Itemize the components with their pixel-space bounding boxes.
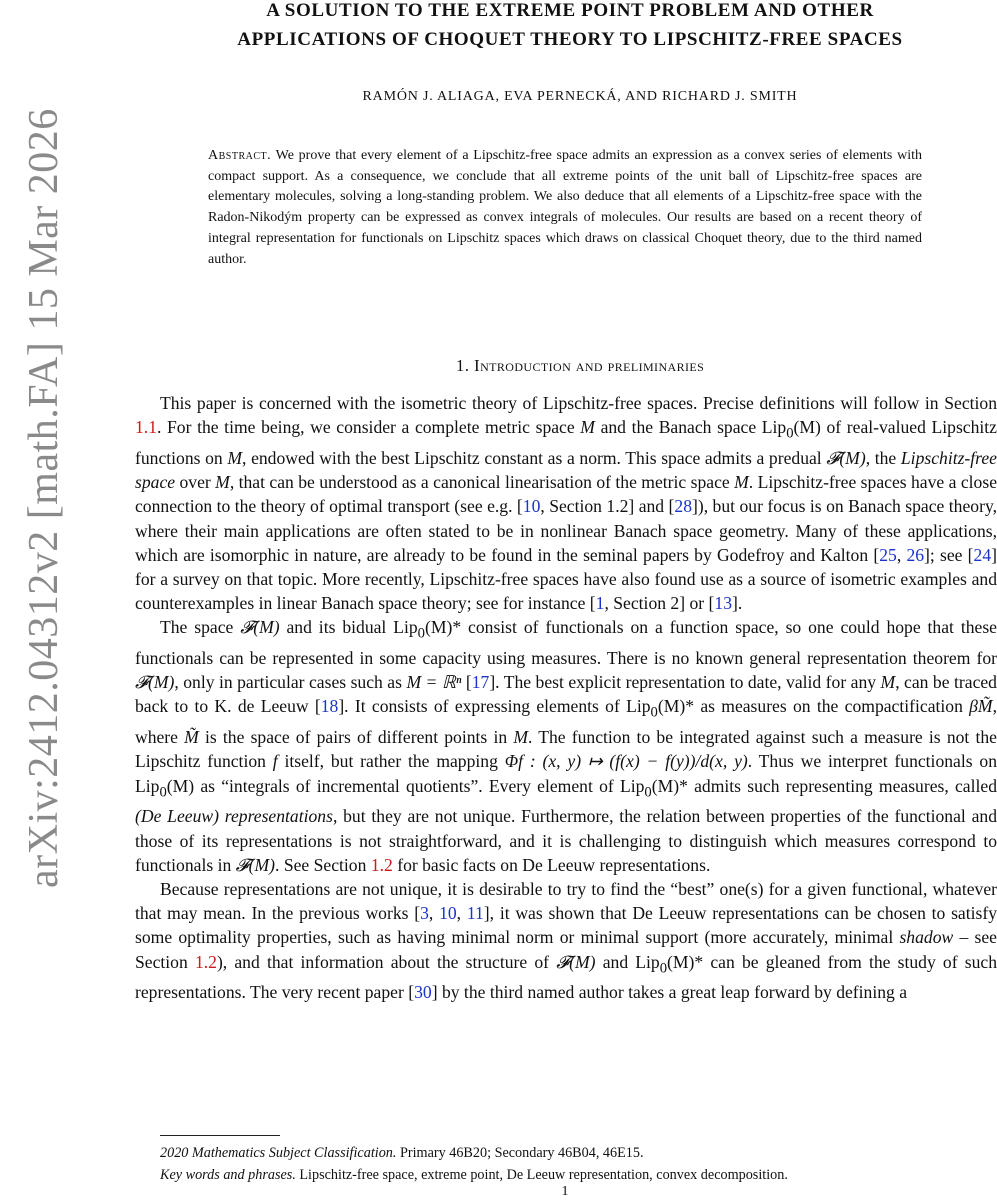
citation-link[interactable]: 24 (973, 544, 992, 565)
title-line-2: APPLICATIONS OF CHOQUET THEORY TO LIPSCHITZ-FREE SPACES (237, 29, 903, 50)
citation-link[interactable]: 18 (320, 696, 339, 717)
keywords-footnote: Key words and phrases. Lipschitz-free space, extreme point, De Leeuw representation, convex decomposition. (160, 1167, 788, 1183)
msc-footnote: 2020 Mathematics Subject Classification. Primary 46B20; Secondary 46B04, 46E15. (160, 1145, 644, 1161)
citation-link[interactable]: 25 (879, 544, 897, 565)
paragraph-1: This paper is concerned with the isometric theory of Lipschitz-free spaces. Precise definitions will follow in Section 1.1. For the time being, we consider a complete metric space M and the Banach space Lip$_0$(M) of real-valued Lipschitz functions on M, endowed with the best Lipschitz constant as a norm. This space admits a predual 𝓕(M), the Lipschitz-free space over M, that can be understood as a canonical linearisation of the metric space M. Lipschitz-free spaces have a close connection to the theory of optimal transport (see e.g. [10, Section 1.2] and [28]), but our focus is on Banach space theory, where their main applications are often stated to be in nonlinear Banach space geometry. Many of these applications, which are isomorphic in nature, are already to be found in the seminal papers by Godefroy and Kalton [25, 26]; see [24] for a survey on that topic. More recently, Lipschitz-free spaces have also found use as a source of isometric examples and counterexamples in linear Banach space theory; see for instance [1, Section 2] or [13]. (135, 393, 997, 614)
section-number: 1. (455, 356, 470, 375)
citation-link[interactable]: 17 (471, 672, 490, 693)
arxiv-identifier-stamp: arXiv:2412.04312v2 [math.FA] 15 Mar 2026 (21, 108, 67, 888)
section-link[interactable]: 1.1 (135, 417, 157, 438)
body-text (135, 391, 997, 1004)
footnote-rule (160, 1135, 280, 1136)
author-list: RAMÓN J. ALIAGA, EVA PERNECKÁ, AND RICHARD J. SMITH (362, 89, 798, 104)
footnotes (160, 1142, 997, 1186)
title-line-1: A SOLUTION TO THE EXTREME POINT PROBLEM AND OTHER (266, 0, 874, 21)
abstract-label: Abstract. (208, 148, 272, 163)
citation-link[interactable]: 11 (466, 903, 484, 924)
section-title: Introduction and preliminaries (474, 356, 705, 375)
paper-title (140, 0, 997, 54)
citation-link[interactable]: 26 (906, 544, 925, 565)
paragraph-3: Because representations are not unique, it is desirable to try to find the “best” one(s) for a given functional, whatever that may mean. In the previous works [3, 10, 11], it was shown that De Leeuw representations can be chosen to satisfy some optimality properties, such as having minimal norm or minimal support (more accurately, minimal shadow – see Section 1.2), and that information about the structure of 𝓕(M) and Lip$_0$(M)* can be gleaned from the study of such representations. The very recent paper [30] by the third named author takes a great leap forward by defining a (135, 878, 997, 1003)
citation-link[interactable]: 30 (414, 982, 432, 1003)
abstract-text: We prove that every element of a Lipschitz-free space admits an expression as a convex series of elements with compact support. As a consequence, we conclude that all extreme points of the unit ball of Lipschitz-free spaces are elementary molecules, solving a long-standing problem. We also deduce that all elements of a Lipschitz-free space with the Radon-Nikodým property can be expressed as convex integrals of molecules. Our results are based on a recent theory of integral representation for functionals on Lipschitz spaces which draws on classical Choquet theory, due to the third named author. (208, 148, 923, 267)
section-link[interactable]: 1.2 (370, 854, 393, 875)
citation-link[interactable]: 10 (522, 496, 541, 517)
abstract (208, 146, 922, 270)
citation-link[interactable]: 28 (674, 496, 692, 517)
section-link[interactable]: 1.2 (194, 951, 217, 972)
citation-link[interactable]: 10 (439, 903, 457, 924)
paragraph-2: The space 𝓕(M) and its bidual Lip$_0$(M)* consist of functionals on a function space, so one could hope that these functionals can be represented in some capacity using measures. There is no known general representation theorem for 𝓕(M), only in particular cases such as M = ℝⁿ [17]. The best explicit representation to date, valid for any M, can be traced back to to K. de Leeuw [18]. It consists of expressing elements of Lip$_0$(M)* as measures on the compactification βM̃, where M̃ is the space of pairs of different points in M. The function to be integrated against such a measure is not the Lipschitz function f itself, but rather the mapping Φf : (x, y) ↦ (f(x) − f(y))/d(x, y). Thus we interpret functionals on Lip$_0$(M) as “integrals of incremental quotients”. Every element of Lip$_0$(M)* admits such representing measures, called (De Leeuw) representations, but they are not unique. Furthermore, the relation between properties of the functional and those of its representations is not straightforward, and it is challenging to distinguish which measures correspond to functionals in 𝓕(M). See Section 1.2 for basic facts on De Leeuw representations. (135, 617, 997, 875)
page-number: 1 (561, 1184, 569, 1199)
citation-link[interactable]: 13 (714, 593, 732, 614)
citation-link[interactable]: 1 (595, 593, 605, 614)
citation-link[interactable]: 3 (420, 903, 429, 924)
section-heading (160, 356, 997, 376)
